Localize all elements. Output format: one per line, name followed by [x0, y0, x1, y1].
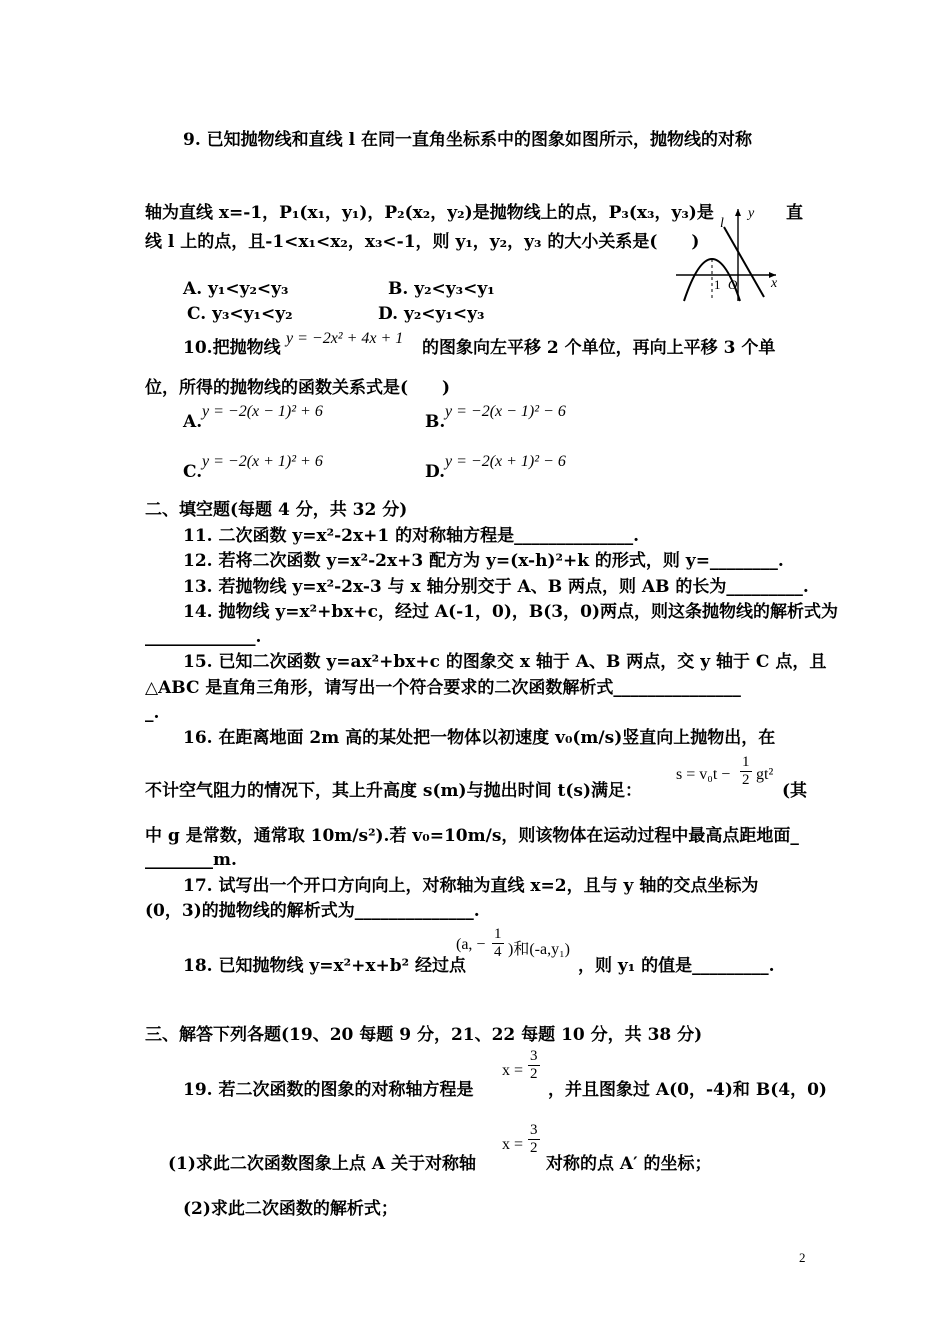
q16-line2-end: (其	[782, 781, 808, 801]
q16-formula-left: s = v₀t −	[676, 766, 731, 783]
section3-heading: 三、解答下列各题(19、20 每题 9 分，21、22 每题 10 分，共 38 分)	[145, 1025, 703, 1045]
q10-option-c-label: C.	[183, 462, 203, 482]
q16-formula-fraction	[740, 754, 752, 789]
q9-option-a: A. y₁<y₂<y₃	[183, 279, 289, 299]
q16-line3: 中 g 是常数，通常取 10m/s²).若 v₀=10m/s，则该物体在运动过程中最高点距地面_	[145, 826, 799, 846]
graph-label-origin: O	[728, 277, 738, 292]
q10-option-a-label: A.	[183, 412, 203, 432]
q12: 12. 若将二次函数 y=x²-2x+3 配方为 y=(x-h)²+k 的形式，则 y=________.	[183, 551, 784, 571]
q14-line1: 14. 抛物线 y=x²+bx+c，经过 A(-1，0)，B(3，0)两点，则这条抛物线的解析式为	[183, 602, 838, 622]
q10-pre: 10.把抛物线	[183, 338, 281, 358]
q19-eq-left: x =	[502, 1062, 524, 1079]
graph-label-one: 1	[714, 277, 721, 292]
q16-formula-right: gt²	[756, 766, 774, 783]
q18-point-right: )和(-a,y₁)	[508, 941, 570, 958]
page-number: 2	[799, 1250, 806, 1265]
q10-option-d: y = −2(x + 1)² − 6	[445, 453, 566, 470]
q19-sub1-eq-fraction	[528, 1122, 540, 1157]
q18-point-fraction	[492, 926, 504, 961]
q9-option-d: D. y₂<y₁<y₃	[378, 304, 485, 324]
q10-formula: y = −2x² + 4x + 1	[286, 330, 404, 347]
q19-pre: 19. 若二次函数的图象的对称轴方程是	[183, 1080, 474, 1100]
q19-sub1-eq-den: 2	[530, 1140, 538, 1156]
q10-option-a: y = −2(x − 1)² + 6	[202, 403, 323, 420]
q11: 11. 二次函数 y=x²-2x+1 的对称轴方程是______________.	[183, 526, 640, 546]
q9-option-c: C. y₃<y₁<y₂	[187, 304, 293, 324]
q19-eq-num: 3	[530, 1048, 538, 1064]
graph-label-l: l	[720, 216, 724, 231]
q9-option-b: B. y₂<y₃<y₁	[388, 279, 495, 299]
q19-eq-fraction	[528, 1048, 540, 1083]
q9-line2: 轴为直线 x=-1，P₁(x₁，y₁)，P₂(x₂，y₂)是抛物线上的点，P₃(x₃，y₃)是	[145, 203, 714, 223]
q9-graph	[672, 205, 784, 305]
q19-sub1-pre: (1)求此二次函数图象上点 A 关于对称轴	[168, 1154, 476, 1174]
q16-line1: 16. 在距离地面 2m 高的某处把一物体以初速度 v₀(m/s)竖直向上抛物出，在	[183, 728, 776, 748]
q16-formula-den: 2	[742, 772, 750, 788]
q10-option-c: y = −2(x + 1)² + 6	[202, 453, 323, 470]
q10-option-d-label: D.	[425, 462, 446, 482]
q18-post: ，则 y₁ 的值是_________.	[578, 956, 775, 976]
q9-line3: 线 l 上的点，且-1<x₁<x₂，x₃<-1，则 y₁，y₂，y₃ 的大小关系是( )	[145, 232, 700, 252]
q17-line2: (0，3)的抛物线的解析式为______________.	[145, 901, 480, 921]
q19-sub2: (2)求此二次函数的解析式；	[183, 1199, 398, 1219]
q19-sub1-eq-left: x =	[502, 1136, 524, 1153]
q13: 13. 若抛物线 y=x²-2x-3 与 x 轴分别交于 A、B 两点，则 AB 的长为_________.	[183, 577, 809, 597]
q19-eq-den: 2	[530, 1066, 538, 1082]
q19-sub1-post: 对称的点 A′ 的坐标；	[546, 1154, 712, 1174]
q18-pre: 18. 已知抛物线 y=x²+x+b² 经过点	[183, 956, 466, 976]
q10-option-b: y = −2(x − 1)² − 6	[445, 403, 566, 420]
section2-heading: 二、填空题(每题 4 分，共 32 分)	[145, 500, 408, 520]
q9-line1: 9. 已知抛物线和直线 l 在同一直角坐标系中的图象如图所示，抛物线的对称	[183, 130, 752, 150]
q18-point-left: (a, −	[456, 936, 486, 953]
q16-formula-num: 1	[742, 754, 750, 770]
q19-sub1-eq-num: 3	[530, 1122, 538, 1138]
q19-post: ，并且图象过 A(0，-4)和 B(4，0)	[548, 1080, 827, 1100]
q17-line1: 17. 试写出一个开口方向向上，对称轴为直线 x=2，且与 y 轴的交点坐标为	[183, 876, 759, 896]
q10-post: 的图象向左平移 2 个单位，再向上平移 3 个单	[422, 338, 776, 358]
graph-label-y: y	[748, 206, 755, 221]
q15-line2: △ABC 是直角三角形，请写出一个符合要求的二次函数解析式_______________	[145, 678, 741, 698]
q15-line1: 15. 已知二次函数 y=ax²+bx+c 的图象交 x 轴于 A、B 两点，交 y 轴于 C 点，且	[183, 652, 827, 672]
q15-line3: _.	[145, 703, 160, 723]
graph-label-x: x	[771, 276, 778, 291]
q16-line4: ________m.	[145, 850, 237, 870]
q18-point-num: 1	[494, 926, 502, 942]
q10-line2: 位，所得的抛物线的函数关系式是( )	[145, 378, 451, 398]
q18-point-den: 4	[494, 944, 502, 960]
graph-y-arrow	[735, 209, 741, 216]
q10-option-b-label: B.	[425, 412, 446, 432]
q16-line2: 不计空气阻力的情况下，其上升高度 s(m)与抛出时间 t(s)满足：	[145, 781, 642, 801]
q14-line2: _____________.	[145, 627, 262, 647]
q9-line2-right: 直	[786, 203, 803, 223]
